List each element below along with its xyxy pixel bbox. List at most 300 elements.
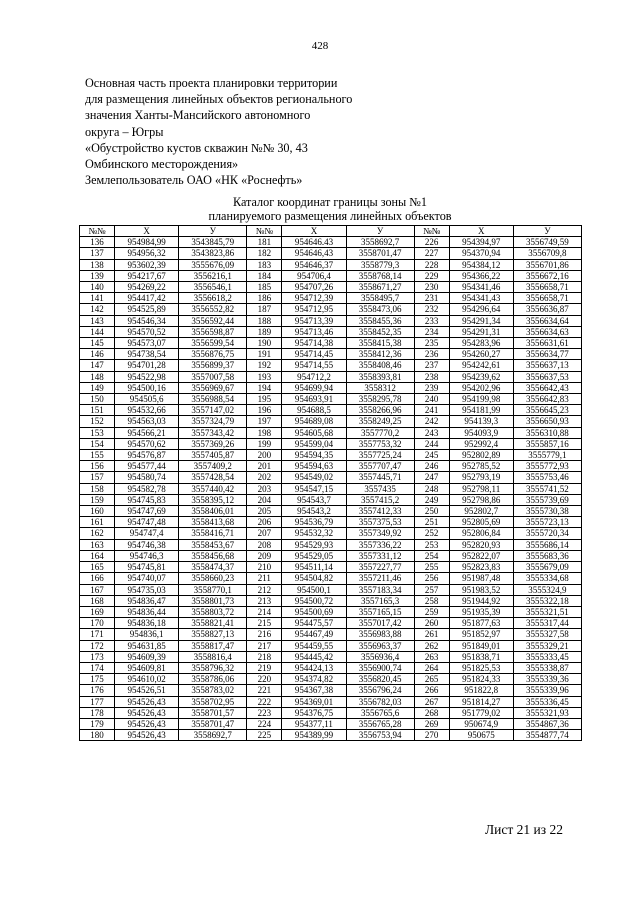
table-cell: 187	[247, 304, 282, 315]
table-cell: 228	[414, 259, 449, 270]
table-cell: 3543845,79	[179, 237, 247, 248]
table-cell: 3555730,38	[513, 506, 581, 517]
table-row	[80, 562, 582, 573]
table-cell: 210	[247, 562, 282, 573]
table-cell: 954735,03	[115, 584, 179, 595]
table-cell: 954580,74	[115, 472, 179, 483]
table-cell: 3556963,37	[346, 640, 414, 651]
table-cell: 202	[247, 472, 282, 483]
table-cell: 954291,31	[449, 326, 513, 337]
table-cell: 3557007,58	[179, 371, 247, 382]
table-cell: 3558817,47	[179, 640, 247, 651]
table-row	[80, 718, 582, 729]
table-cell: 193	[247, 371, 282, 382]
table-cell: 3555753,46	[513, 472, 581, 483]
table-cell: 954526,43	[115, 718, 179, 729]
table-body	[80, 237, 582, 741]
table-cell: 138	[80, 259, 115, 270]
table-row	[80, 550, 582, 561]
table-cell: 954374,82	[282, 674, 346, 685]
table-cell: 207	[247, 528, 282, 539]
table-cell: 954747,4	[115, 528, 179, 539]
table-cell: 952992,4	[449, 438, 513, 449]
table-row	[80, 539, 582, 550]
table-cell: 170	[80, 618, 115, 629]
table-cell: 3555336,45	[513, 696, 581, 707]
table-cell: 222	[247, 696, 282, 707]
table-cell: 233	[414, 315, 449, 326]
table-cell: 954366,22	[449, 270, 513, 281]
table-cell: 3557770,2	[346, 427, 414, 438]
table-cell: 3558816,4	[179, 651, 247, 662]
table-cell: 139	[80, 270, 115, 281]
table-cell: 954500,69	[282, 606, 346, 617]
table-cell: 215	[247, 618, 282, 629]
table-row	[80, 606, 582, 617]
table-row	[80, 382, 582, 393]
table-cell: 951838,71	[449, 651, 513, 662]
table-row	[80, 405, 582, 416]
table-cell: 265	[414, 674, 449, 685]
table-cell: 3554867,36	[513, 718, 581, 729]
table-cell: 954738,54	[115, 349, 179, 360]
table-cell: 3556876,75	[179, 349, 247, 360]
table-cell: 3555720,34	[513, 528, 581, 539]
table-cell: 3558783,02	[179, 685, 247, 696]
table-cell: 180	[80, 730, 115, 741]
table-cell: 149	[80, 382, 115, 393]
table-cell: 3554877,74	[513, 730, 581, 741]
table-cell: 264	[414, 662, 449, 673]
table-cell: 3556782,03	[346, 696, 414, 707]
table-cell: 951814,27	[449, 696, 513, 707]
table-cell: 954139,3	[449, 416, 513, 427]
table-cell: 256	[414, 573, 449, 584]
table-cell: 190	[247, 338, 282, 349]
table-row	[80, 304, 582, 315]
table-cell: 164	[80, 550, 115, 561]
table-cell: 259	[414, 606, 449, 617]
table-cell: 3556899,37	[179, 360, 247, 371]
table-cell: 954836,44	[115, 606, 179, 617]
table-cell: 226	[414, 237, 449, 248]
table-cell: 3555679,09	[513, 562, 581, 573]
table-cell: 224	[247, 718, 282, 729]
table-cell: 3556634,64	[513, 315, 581, 326]
table-cell: 3557415,2	[346, 494, 414, 505]
table-cell: 954376,75	[282, 707, 346, 718]
table-cell: 951825,53	[449, 662, 513, 673]
table-cell: 252	[414, 528, 449, 539]
table-cell: 3556900,74	[346, 662, 414, 673]
table-cell: 241	[414, 405, 449, 416]
table-cell: 3555741,52	[513, 483, 581, 494]
table-cell: 191	[247, 349, 282, 360]
table-cell: 3558393,81	[346, 371, 414, 382]
table-cell: 3558495,7	[346, 293, 414, 304]
table-cell: 954689,08	[282, 416, 346, 427]
table-cell: 3557331,12	[346, 550, 414, 561]
table-cell: 952822,07	[449, 550, 513, 561]
table-cell: 954747,48	[115, 517, 179, 528]
table-cell: 3558395,12	[179, 494, 247, 505]
table-row	[80, 618, 582, 629]
table-cell: 3558249,25	[346, 416, 414, 427]
table-cell: 147	[80, 360, 115, 371]
table-row	[80, 674, 582, 685]
table-cell: 137	[80, 248, 115, 259]
table-row	[80, 349, 582, 360]
header-line: Омбинского месторождения»	[85, 157, 239, 172]
table-cell: 954511,14	[282, 562, 346, 573]
column-header: У	[513, 226, 581, 237]
table-cell: 244	[414, 438, 449, 449]
table-row	[80, 293, 582, 304]
table-row	[80, 282, 582, 293]
table-cell: 3556765,6	[346, 707, 414, 718]
table-cell: 3556672,16	[513, 270, 581, 281]
table-cell: 954563,03	[115, 416, 179, 427]
table-title	[80, 196, 580, 223]
table-cell: 3557753,32	[346, 438, 414, 449]
table-cell: 235	[414, 338, 449, 349]
table-cell: 954525,89	[115, 304, 179, 315]
column-header: У	[346, 226, 414, 237]
header-line: значения Ханты-Мансийского автономного	[85, 108, 311, 123]
table-cell: 954699,94	[282, 382, 346, 393]
table-cell: 3556988,54	[179, 394, 247, 405]
table-cell: 3558701,57	[179, 707, 247, 718]
table-cell: 3558827,13	[179, 629, 247, 640]
table-cell: 219	[247, 662, 282, 673]
table-cell: 954283,96	[449, 338, 513, 349]
table-cell: 3558702,95	[179, 696, 247, 707]
table-cell: 3558455,36	[346, 315, 414, 326]
table-cell: 186	[247, 293, 282, 304]
table-cell: 954529,93	[282, 539, 346, 550]
table-cell: 266	[414, 685, 449, 696]
table-row	[80, 270, 582, 281]
table-cell: 212	[247, 584, 282, 595]
table-cell: 954646,37	[282, 259, 346, 270]
table-cell: 151	[80, 405, 115, 416]
table-cell: 240	[414, 394, 449, 405]
table-cell: 954532,32	[282, 528, 346, 539]
table-cell: 165	[80, 562, 115, 573]
table-cell: 3556618,2	[179, 293, 247, 304]
table-cell: 3556701,86	[513, 259, 581, 270]
table-cell: 3555321,51	[513, 606, 581, 617]
table-cell: 169	[80, 606, 115, 617]
table-row	[80, 506, 582, 517]
table-row	[80, 730, 582, 741]
table-cell: 225	[247, 730, 282, 741]
table-cell: 3555333,45	[513, 651, 581, 662]
table-cell: 954984,99	[115, 237, 179, 248]
table-cell: 3558474,37	[179, 562, 247, 573]
table-cell: 954532,66	[115, 405, 179, 416]
table-cell: 3557165,3	[346, 595, 414, 606]
table-cell: 171	[80, 629, 115, 640]
table-row	[80, 338, 582, 349]
table-cell: 163	[80, 539, 115, 550]
table-cell: 3556765,28	[346, 718, 414, 729]
table-cell: 248	[414, 483, 449, 494]
table-cell: 954594,35	[282, 450, 346, 461]
table-cell: 3557375,53	[346, 517, 414, 528]
table-cell: 954836,47	[115, 595, 179, 606]
table-title-line: планируемого размещения линейных объектов	[208, 208, 452, 223]
table-cell: 213	[247, 595, 282, 606]
table-cell: 3556749,59	[513, 237, 581, 248]
table-cell: 954467,49	[282, 629, 346, 640]
table-cell: 954745,83	[115, 494, 179, 505]
table-cell: 196	[247, 405, 282, 416]
table-cell: 954341,46	[449, 282, 513, 293]
table-row	[80, 259, 582, 270]
table-cell: 953602,39	[115, 259, 179, 270]
page-number: 428	[311, 40, 329, 52]
table-cell: 216	[247, 629, 282, 640]
table-cell: 218	[247, 651, 282, 662]
table-cell: 954594,63	[282, 461, 346, 472]
table-cell: 954199,98	[449, 394, 513, 405]
table-cell: 951849,01	[449, 640, 513, 651]
table-cell: 146	[80, 349, 115, 360]
table-cell: 166	[80, 573, 115, 584]
table-cell: 954646.43	[282, 237, 346, 248]
table-cell: 954706,4	[282, 270, 346, 281]
table-cell: 954526,43	[115, 707, 179, 718]
table-cell: 3556636,87	[513, 304, 581, 315]
table-cell: 3558295,78	[346, 394, 414, 405]
table-cell: 954836,1	[115, 629, 179, 640]
table-cell: 954389,99	[282, 730, 346, 741]
table-cell: 258	[414, 595, 449, 606]
table-cell: 237	[414, 360, 449, 371]
table-cell: 954570,52	[115, 326, 179, 337]
column-header: №№	[414, 226, 449, 237]
header-line: для размещения линейных объектов регионального	[85, 92, 353, 107]
table-cell: 268	[414, 707, 449, 718]
table-cell: 254	[414, 550, 449, 561]
table-cell: 3558768,14	[346, 270, 414, 281]
table-cell: 262	[414, 640, 449, 651]
table-cell: 952823,83	[449, 562, 513, 573]
table-cell: 192	[247, 360, 282, 371]
table-row	[80, 450, 582, 461]
table-cell: 3558416,71	[179, 528, 247, 539]
table-cell: 952805,69	[449, 517, 513, 528]
table-cell: 954181,99	[449, 405, 513, 416]
table-cell: 951987,48	[449, 573, 513, 584]
table-cell: 3557183,34	[346, 584, 414, 595]
table-cell: 162	[80, 528, 115, 539]
table-cell: 3558660,23	[179, 573, 247, 584]
table-cell: 167	[80, 584, 115, 595]
column-header: У	[179, 226, 247, 237]
table-cell: 954500,1	[282, 584, 346, 595]
table-cell: 954605,68	[282, 427, 346, 438]
column-header: №№	[80, 226, 115, 237]
table-cell: 214	[247, 606, 282, 617]
table-cell: 954546,34	[115, 315, 179, 326]
table-cell: 3557336,22	[346, 539, 414, 550]
table-cell: 160	[80, 506, 115, 517]
table-cell: 3556637,53	[513, 371, 581, 382]
table-cell: 172	[80, 640, 115, 651]
table-cell: 199	[247, 438, 282, 449]
table-row	[80, 651, 582, 662]
table-cell: 143	[80, 315, 115, 326]
table-cell: 3556216,1	[179, 270, 247, 281]
table-cell: 174	[80, 662, 115, 673]
table-cell: 951822,8	[449, 685, 513, 696]
table-cell: 952793,19	[449, 472, 513, 483]
table-cell: 954377,11	[282, 718, 346, 729]
table-cell: 3557165,15	[346, 606, 414, 617]
table-cell: 3558415,38	[346, 338, 414, 349]
column-header: X	[449, 226, 513, 237]
table-cell: 3558701,47	[179, 718, 247, 729]
table-cell: 954394,97	[449, 237, 513, 248]
table-cell: 263	[414, 651, 449, 662]
table-cell: 176	[80, 685, 115, 696]
table-cell: 3557349,92	[346, 528, 414, 539]
table-cell: 3556645,23	[513, 405, 581, 416]
table-row	[80, 685, 582, 696]
table-cell: 954707,26	[282, 282, 346, 293]
table-cell: 951877,63	[449, 618, 513, 629]
table-cell: 3556983,88	[346, 629, 414, 640]
table-cell: 954610,02	[115, 674, 179, 685]
table-cell: 3556592,44	[179, 315, 247, 326]
table-cell: 954269,22	[115, 282, 179, 293]
table-cell: 3558803,72	[179, 606, 247, 617]
table-cell: 3558821,41	[179, 618, 247, 629]
table-cell: 152	[80, 416, 115, 427]
table-cell: 954712,95	[282, 304, 346, 315]
table-cell: 954547,15	[282, 483, 346, 494]
table-cell: 954536,79	[282, 517, 346, 528]
table-cell: 3555339,96	[513, 685, 581, 696]
table-cell: 950674,9	[449, 718, 513, 729]
table-cell: 954384,12	[449, 259, 513, 270]
table-row	[80, 315, 582, 326]
table-row	[80, 237, 582, 248]
table-cell: 954577,44	[115, 461, 179, 472]
column-header: X	[115, 226, 179, 237]
table-cell: 257	[414, 584, 449, 595]
header-line: Основная часть проекта планировки территории	[85, 76, 338, 90]
table-cell: 954740,07	[115, 573, 179, 584]
table-cell: 140	[80, 282, 115, 293]
table-cell: 3556546,1	[179, 282, 247, 293]
table-cell: 3558412,36	[346, 349, 414, 360]
table-cell: 198	[247, 427, 282, 438]
table-cell: 954746,38	[115, 539, 179, 550]
table-row	[80, 483, 582, 494]
table-cell: 188	[247, 315, 282, 326]
table-cell: 201	[247, 461, 282, 472]
table-cell: 161	[80, 517, 115, 528]
table-cell: 952802,7	[449, 506, 513, 517]
table-cell: 951779,02	[449, 707, 513, 718]
table-cell: 954609,39	[115, 651, 179, 662]
table-cell: 954543,2	[282, 506, 346, 517]
table-cell: 142	[80, 304, 115, 315]
table-cell: 954260,27	[449, 349, 513, 360]
table-cell: 3556709,8	[513, 248, 581, 259]
table-row	[80, 461, 582, 472]
table-cell: 208	[247, 539, 282, 550]
table-cell: 954093,9	[449, 427, 513, 438]
header-line: Землепользователь ОАО «НК «Роснефть»	[85, 173, 303, 188]
table-cell: 954529,05	[282, 550, 346, 561]
table-cell: 145	[80, 338, 115, 349]
table-cell: 954713,46	[282, 326, 346, 337]
table-cell: 952806,84	[449, 528, 513, 539]
table-cell: 181	[247, 237, 282, 248]
table-cell: 954712,2	[282, 371, 346, 382]
table-cell: 251	[414, 517, 449, 528]
table-cell: 3556820,45	[346, 674, 414, 685]
table-cell: 269	[414, 718, 449, 729]
table-cell: 3558770,1	[179, 584, 247, 595]
table-row	[80, 416, 582, 427]
table-cell: 954296,64	[449, 304, 513, 315]
table-cell: 954836,18	[115, 618, 179, 629]
table-cell: 954445,42	[282, 651, 346, 662]
table-cell: 243	[414, 427, 449, 438]
table-cell: 3557428,54	[179, 472, 247, 483]
table-cell: 3555322,18	[513, 595, 581, 606]
table-row	[80, 472, 582, 483]
table-cell: 144	[80, 326, 115, 337]
table-cell: 3558312	[346, 382, 414, 393]
table-cell: 3557412,33	[346, 506, 414, 517]
table-cell: 197	[247, 416, 282, 427]
table-cell: 954713,39	[282, 315, 346, 326]
table-cell: 954582,78	[115, 483, 179, 494]
table-cell: 954417,42	[115, 293, 179, 304]
table-cell: 183	[247, 259, 282, 270]
table-cell: 236	[414, 349, 449, 360]
table-row	[80, 326, 582, 337]
table-cell: 3556658,71	[513, 293, 581, 304]
table-cell: 209	[247, 550, 282, 561]
header-line: округа – Югры	[85, 124, 164, 139]
table-cell: 3556598,87	[179, 326, 247, 337]
table-cell: 261	[414, 629, 449, 640]
table-cell: 954714,45	[282, 349, 346, 360]
table-cell: 3555683,36	[513, 550, 581, 561]
table-row	[80, 360, 582, 371]
table-cell: 3557369,26	[179, 438, 247, 449]
table-cell: 952785,52	[449, 461, 513, 472]
table-cell: 3558413,68	[179, 517, 247, 528]
table-header-row	[80, 226, 582, 237]
table-cell: 177	[80, 696, 115, 707]
table-cell: 954549,02	[282, 472, 346, 483]
table-cell: 168	[80, 595, 115, 606]
table-cell: 267	[414, 696, 449, 707]
table-cell: 3556642,83	[513, 394, 581, 405]
table-cell: 239	[414, 382, 449, 393]
table-cell: 3556650,93	[513, 416, 581, 427]
table-cell: 954202,96	[449, 382, 513, 393]
table-title-line: Каталог координат границы зоны №1	[232, 195, 428, 209]
